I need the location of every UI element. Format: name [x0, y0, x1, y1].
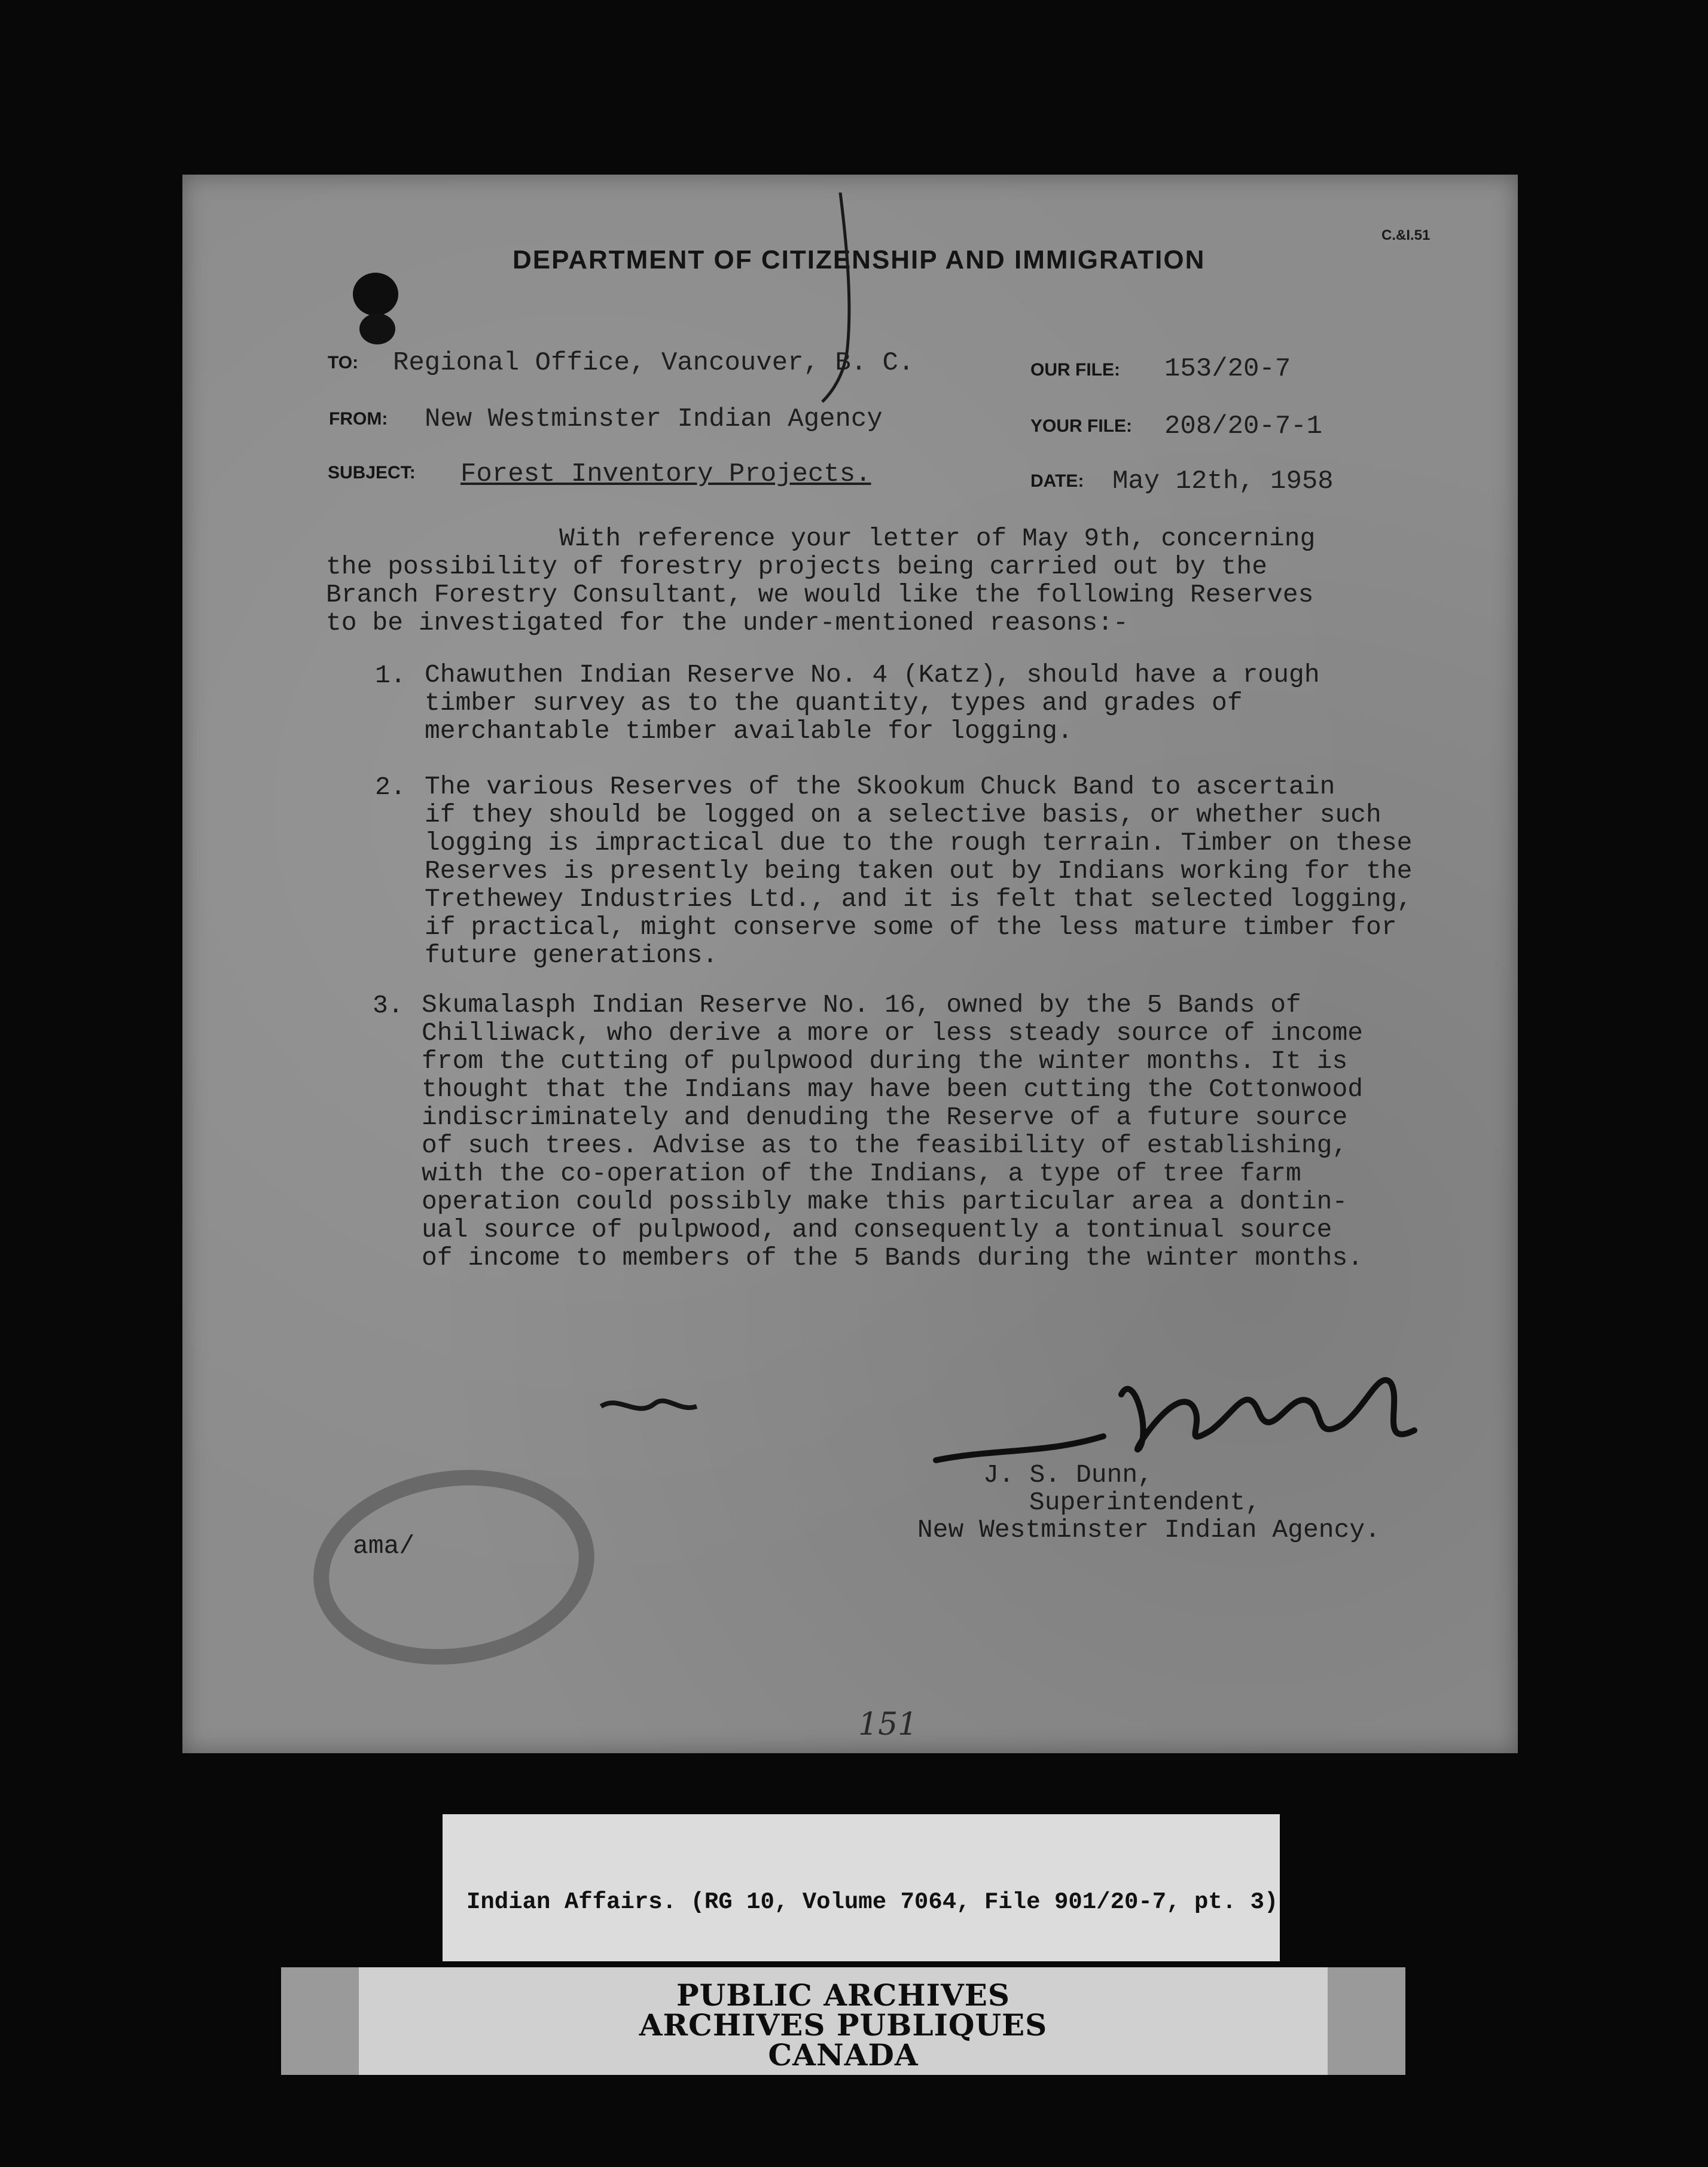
text-line: to be investigated for the under-mentioned reasons:-: [326, 608, 1128, 637]
text-line: if they should be logged on a selective basis, or whether such: [425, 800, 1381, 829]
item-number: 1.: [375, 661, 406, 690]
signatory-name: J. S. Dunn,: [983, 1460, 1153, 1490]
form-code: C.&I.51: [1381, 227, 1431, 243]
your-file-label: YOUR FILE:: [1030, 416, 1132, 436]
our-file-label: OUR FILE:: [1030, 360, 1120, 380]
subject-value: Forest Inventory Projects.: [460, 459, 871, 489]
item-number: 3.: [373, 991, 404, 1020]
text-line: With reference your letter of May 9th, concerning: [559, 524, 1316, 553]
scribble-mark: [595, 1388, 703, 1424]
archive-line-country: CANADA: [768, 2037, 919, 2073]
list-item: [425, 773, 1507, 969]
received-stamp: [301, 1452, 607, 1683]
from-value: New Westminster Indian Agency: [425, 404, 883, 434]
your-file-value: 208/20-7-1: [1164, 411, 1323, 441]
archive-line-french: ARCHIVES PUBLIQUES: [639, 2007, 1048, 2043]
text-line: The various Reserves of the Skookum Chuck Band to ascertain: [425, 772, 1335, 801]
public-archives-card: [359, 1967, 1328, 2075]
signatory-agency: New Westminster Indian Agency.: [917, 1515, 1380, 1545]
subject-label: SUBJECT:: [328, 463, 416, 483]
text-line: Chilliwack, who derive a more or less steady source of income: [422, 1018, 1364, 1048]
date-label: DATE:: [1030, 471, 1084, 491]
text-line: future generations.: [425, 941, 718, 970]
item-number: 2.: [375, 773, 406, 802]
to-value: Regional Office, Vancouver, B. C.: [393, 348, 914, 378]
text-line: with the co-operation of the Indians, a type of tree farm: [422, 1159, 1301, 1188]
text-line: timber survey as to the quantity, types and grades of: [425, 688, 1243, 718]
text-line: if practical, might conserve some of the less mature timber for: [425, 912, 1397, 942]
text-line: logging is impractical due to the rough terrain. Timber on these: [425, 828, 1413, 857]
text-line: from the cutting of pulpwood during the winter months. It is: [422, 1046, 1348, 1076]
typist-initials: ama/: [353, 1531, 415, 1561]
our-file-value: 153/20-7: [1164, 354, 1291, 384]
text-line: indiscriminately and denuding the Reserve of a future source: [422, 1103, 1348, 1132]
text-line: Reserves is presently being taken out by Indians working for the: [425, 856, 1413, 886]
text-line: of such trees. Advise as to the feasibility of establishing,: [422, 1131, 1348, 1160]
list-item: [422, 991, 1504, 1272]
date-value: May 12th, 1958: [1112, 466, 1334, 496]
page-number: 151: [858, 1707, 918, 1742]
archive-reference-card: [443, 1814, 1280, 1961]
text-line: ual source of pulpwood, and consequently a tontinual source: [422, 1215, 1332, 1244]
archive-label-strip: [281, 1967, 1405, 2075]
archive-line-english: PUBLIC ARCHIVES: [676, 1977, 1010, 2013]
text-line: Trethewey Industries Ltd., and it is felt that selected logging,: [425, 884, 1413, 914]
intro-paragraph: [326, 524, 1510, 637]
from-label: FROM:: [329, 409, 388, 429]
to-label: TO:: [328, 353, 359, 373]
text-line: the possibility of forestry projects being carried out by the: [326, 552, 1268, 581]
list-item: [425, 661, 1501, 745]
ink-blot-mark: [349, 270, 402, 348]
text-line: operation could possibly make this particular area a dontin-: [422, 1187, 1348, 1216]
department-heading: DEPARTMENT OF CITIZENSHIP AND IMMIGRATION: [513, 245, 1206, 274]
text-line: Chawuthen Indian Reserve No. 4 (Katz), should have a rough: [425, 660, 1320, 689]
letter-page: [182, 175, 1518, 1753]
text-line: thought that the Indians may have been cutting the Cottonwood: [422, 1075, 1364, 1104]
text-line: Skumalasph Indian Reserve No. 16, owned by the 5 Bands of: [422, 990, 1301, 1020]
text-line: merchantable timber available for logging.: [425, 716, 1073, 746]
signatory-title: Superintendent,: [1029, 1488, 1261, 1517]
text-line: of income to members of the 5 Bands during the winter months.: [422, 1243, 1364, 1272]
text-line: Branch Forestry Consultant, we would like the following Reserves: [326, 580, 1314, 609]
archive-reference: Indian Affairs. (RG 10, Volume 7064, File 901/20-7, pt. 3): [466, 1889, 1279, 1915]
